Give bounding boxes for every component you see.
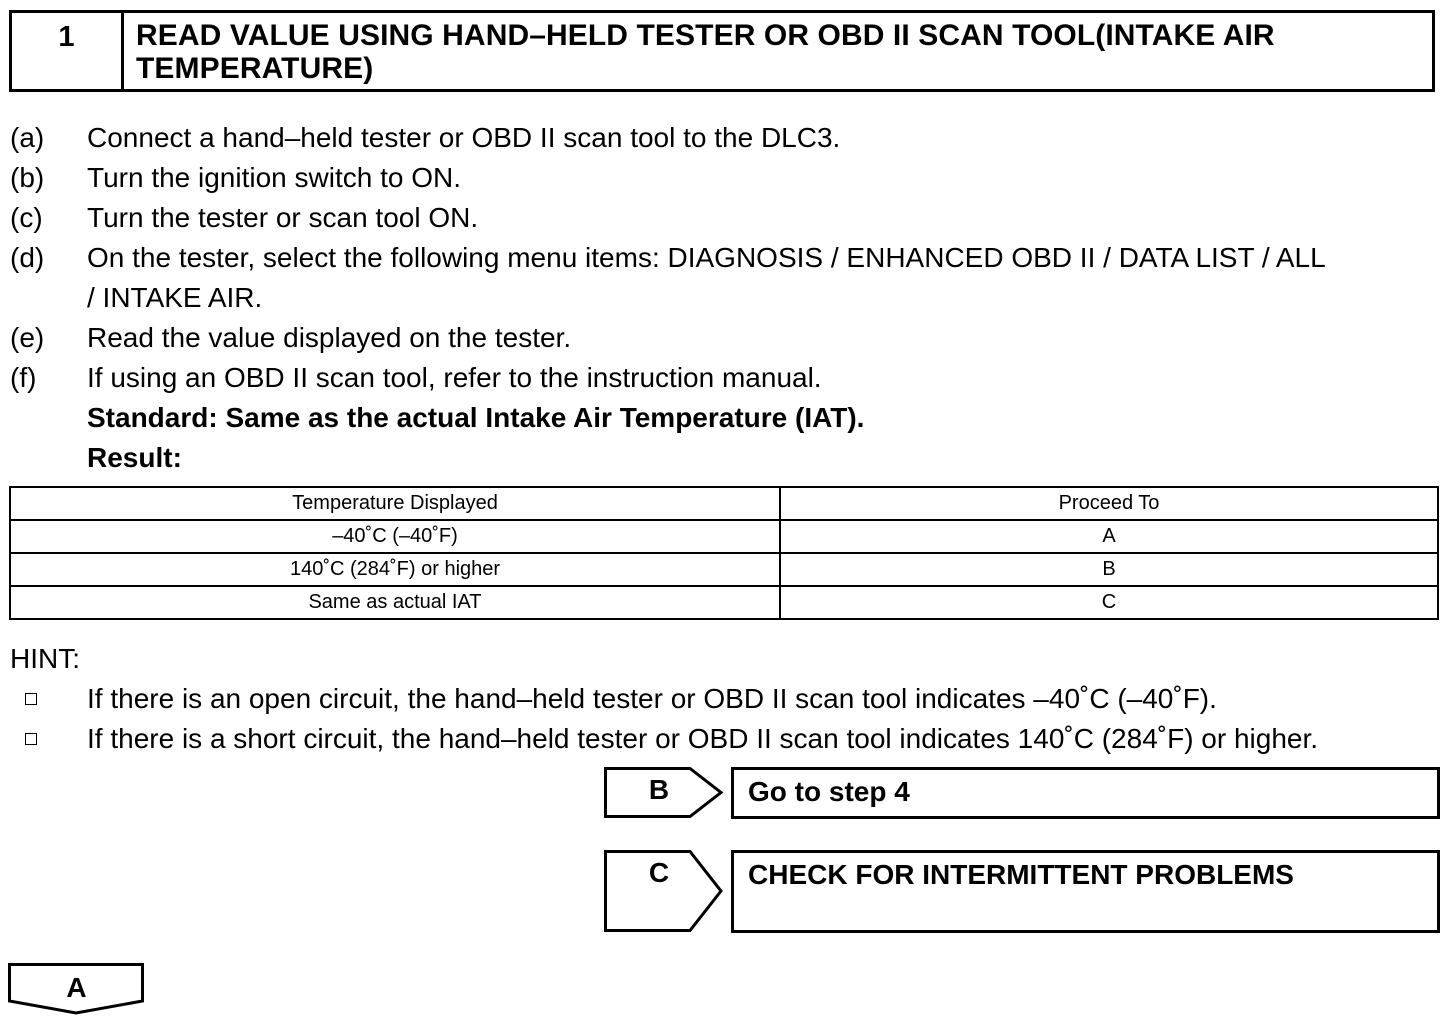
- instruction-text: Turn the ignition switch to ON.: [87, 162, 462, 193]
- table-header-row: [10, 487, 1438, 520]
- outcome-c-action: CHECK FOR INTERMITTENT PROBLEMS: [731, 850, 1440, 933]
- instruction-text: If using an OBD II scan tool, refer to the instruction manual.: [87, 362, 822, 393]
- instruction-text: Connect a hand–held tester or OBD II scan tool to the DLC3.: [87, 122, 841, 153]
- instruction-label: (b): [10, 162, 45, 193]
- instruction-text: Read the value displayed on the tester.: [87, 322, 572, 353]
- checkbox-bullet-icon: [25, 693, 37, 705]
- table-cell: 140˚C (284˚F) or higher: [10, 553, 780, 586]
- step-title: READ VALUE USING HAND–HELD TESTER OR OBD II SCAN TOOL(INTAKE AIR TEMPERATURE): [136, 19, 1275, 85]
- instruction-label: (f): [10, 362, 37, 393]
- table-cell: Same as actual IAT: [10, 586, 780, 619]
- hint-text: If there is a short circuit, the hand–held tester or OBD II scan tool indicates 140˚C (284˚F) or higher.: [87, 723, 1319, 754]
- instruction-text: Turn the tester or scan tool ON.: [87, 202, 479, 233]
- outcome-b-code: B: [648, 774, 670, 805]
- table-row: [10, 586, 1438, 619]
- table-row: [10, 520, 1438, 553]
- instruction-text: / INTAKE AIR.: [87, 282, 263, 313]
- instruction-label: (d): [10, 242, 45, 273]
- hint-text: If there is an open circuit, the hand–held tester or OBD II scan tool indicates –40˚C (–40˚F).: [87, 683, 1217, 714]
- table-cell: B: [780, 553, 1438, 586]
- table-row: [10, 553, 1438, 586]
- step-header: [9, 10, 1435, 92]
- table-header: Temperature Displayed: [10, 487, 780, 520]
- table-cell: A: [780, 520, 1438, 553]
- standard-text: Standard: Same as the actual Intake Air Temperature (IAT).: [87, 402, 865, 433]
- result-label: Result:: [87, 442, 182, 473]
- instruction-label: (a): [10, 122, 45, 153]
- continue-a-code: A: [66, 972, 87, 1003]
- table-header: Proceed To: [780, 487, 1438, 520]
- table-cell: –40˚C (–40˚F): [10, 520, 780, 553]
- outcome-c-code: C: [648, 857, 670, 888]
- outcome-b-action: Go to step 4: [731, 767, 1440, 819]
- table-cell: C: [780, 586, 1438, 619]
- checkbox-bullet-icon: [25, 733, 37, 745]
- instruction-label: (e): [10, 322, 45, 353]
- instruction-label: (c): [10, 202, 43, 233]
- result-table: [9, 486, 1439, 620]
- instruction-text: On the tester, select the following menu items: DIAGNOSIS / ENHANCED OBD II / DATA LIST / ALL: [87, 242, 1326, 273]
- hint-label: HINT:: [10, 643, 80, 674]
- step-number: 1: [12, 13, 124, 89]
